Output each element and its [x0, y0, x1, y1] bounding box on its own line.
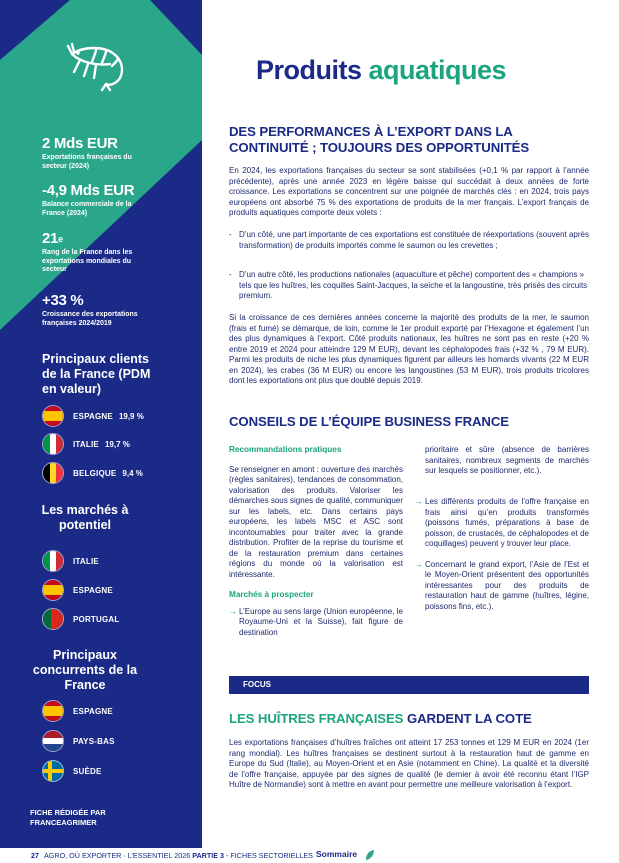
market-name: ESPAGNE — [73, 585, 113, 595]
section1-heading: DES PERFORMANCES À L’EXPORT DANS LA CONTINUITÉ ; TOUJOURS DES OPPORTUNITÉS — [229, 124, 530, 155]
stat-rank — [42, 231, 154, 275]
section1-para2: Si la croissance de ces dernières années concerne la majorité des produits de la mer, le saumon (frais et fumé) se démarque, de loin, comme le 1er produit exporté par l’Hexagone et également l’un des plus dynamiques à l’export. Côté produits nationaux, les huîtres ne sont pas en reste (+20 % entre 2019 et 2024 pour atteindre 129 M EUR), devant les céphalopodes frais (+32 % , 79 M EUR). Parmi les produits de niche les plus dynamiques figurent par ailleurs les homards vivants (22 M EUR en 2024), les crabes (36 M EUR) ou encore les langoustines (53 M EUR), trois produits tricolores dont les exportations ont plus que doublé depuis 2019. — [229, 313, 589, 385]
market-country-italy — [42, 550, 99, 572]
client-name: ITALIE — [73, 439, 99, 449]
shrimp-icon — [66, 40, 132, 92]
advice-right-column — [415, 445, 589, 612]
markets-title: Les marchés à potentiel — [41, 503, 129, 532]
arrow-icon: → — [229, 606, 237, 616]
focus-text: Les exportations françaises d’huîtres fraîches ont atteint 17 253 tonnes et 129 M EUR en 2024 (1er rang mondial). Les huîtres françaises se destinent surtout à la restauration haut de gamme en Europe du Sud (Italie), au Moyen-Orient et en Asie (notamment en Chine). La qualité et la diversité de l’offre française, appuyée par des signes de qualité (le dernier à avoir été reconnu étant l’IGP Huître de Normandie) sont à mettre en avant pour permettre une meilleure valorisation à l’export. — [229, 738, 589, 789]
page-title — [256, 55, 506, 86]
arrow-icon: → — [415, 497, 423, 506]
leaf-icon — [365, 849, 375, 861]
focus-banner — [229, 676, 589, 694]
competitors-title: Principaux concurrents de la France — [32, 648, 138, 692]
bullet2-text: D’un autre côté, les productions nationales (aquaculture et pêche) comportent des « champions » tels que les huîtres, les coquilles Saint-Jacques, la seiche et la langoustine, très prisés des circuits premium. — [239, 270, 588, 300]
reco-text: Se renseigner en amont : ouverture des marchés (règles sanitaires), tendances de consommation, valorisation des produits. Valoriser les démarches sous signes de qualité, communiquer sur les labels, etc. Dans certains pays européens, les labels MSC et ASC sont incontournables pour traiter avec la grande distribution. Profiter de la reprise du tourisme et de la restauration premium dans certaines régions du monde où la valorisation est intéressante. — [229, 464, 403, 579]
market-country-spain — [42, 579, 113, 601]
competitor-name: PAYS-BAS — [73, 736, 115, 746]
market-item-products — [415, 497, 589, 550]
market-item-asia — [415, 560, 589, 613]
client-country-belgium — [42, 462, 143, 484]
page-number: 27 — [31, 851, 39, 860]
client-share: 19,9 % — [118, 411, 144, 421]
sweden-flag-icon — [42, 760, 64, 782]
market-name: ITALIE — [73, 556, 99, 566]
sidebar-footer-line2: FRANCEAGRIMER — [30, 818, 97, 827]
market-name: PORTUGAL — [73, 614, 120, 624]
sidebar — [0, 0, 202, 848]
spain-flag-icon — [42, 700, 64, 722]
stat-exports — [42, 136, 154, 171]
stat-balance — [42, 183, 142, 218]
section1-intro: En 2024, les exportations françaises du secteur se sont stabilisées (+0,1 % par rapport à l’année précédente), après une année 2023 en légère baisse qui succédait à deux années de forte croissance. Les exportations se concentrent sur une poignée de marchés clés : en 2024, trois pays européens ont absorbé 75 % des exportations de produits de la mer français. L’export français de produits aquatiques comporte deux volets : — [229, 166, 589, 217]
stat-rank-value: 21e — [42, 230, 63, 247]
sidebar-footer — [30, 808, 106, 828]
stat-growth-label: Croissance des exportations françaises 2024/2019 — [42, 311, 138, 327]
portugal-flag-icon — [42, 608, 64, 630]
section2-heading: CONSEILS DE L’ÉQUIPE BUSINESS FRANCE — [229, 414, 509, 429]
bullet1-text: D’un côté, une part importante de ces exportations est constituée de réexportations (souvent après transformation) de produits importés comme le saumon ou les crevettes ; — [239, 230, 589, 250]
stat-exports-value: 2 Mds EUR — [42, 135, 118, 152]
stat-rank-label: Rang de la France dans les exportations mondiales du secteur — [42, 249, 133, 273]
competitor-name: ESPAGNE — [73, 706, 113, 716]
market1-continued: prioritaire et sûre (absence de barrières sanitaires, nombreux segments de marchés sur lesquels se positionner, etc.). — [425, 445, 589, 475]
client-share: 9,4 % — [122, 468, 143, 478]
section1-bullet1: - D’un côté, une part importante de ces exportations est constituée de réexportations (souvent après transformation) de produits importés comme le saumon ou les crevettes ; — [229, 230, 589, 250]
stat-balance-label: Balance commerciale de la France (2024) — [42, 201, 132, 217]
belgium-flag-icon — [42, 462, 64, 484]
market-item-text: Concernant le grand export, l’Asie de l’Est et le Moyen-Orient présentent des opportunités intéressantes pour des produits de restauration haut de gamme (huîtres, légine, poissons fins, etc.). — [425, 559, 589, 611]
focus-heading — [229, 711, 589, 727]
sidebar-footer-line1: FICHE RÉDIGÉE PAR — [30, 808, 106, 817]
client-name: BELGIQUE — [73, 468, 117, 478]
competitor-name: SUÈDE — [73, 766, 102, 776]
client-share: 19,7 % — [104, 439, 130, 449]
arrow-icon: → — [415, 559, 423, 569]
market-item-text: Les différents produits de l’offre française en frais ainsi qu’en produits transformés (poissons fumés, préparations à base de poisson, de crustacés, de céphalopodes et de coquillages) peuvent y trouver leur place. — [425, 497, 589, 548]
stat-growth — [42, 293, 138, 328]
market-country-portugal — [42, 608, 120, 630]
page-title-part2: aquatiques — [368, 55, 507, 85]
client-country-spain — [42, 405, 144, 427]
stat-balance-value: -4,9 Mds EUR — [42, 182, 135, 199]
focus-heading-green: LES HUÎTRES FRANÇAISES — [229, 711, 404, 726]
reco-title: Recommandations pratiques — [229, 445, 342, 454]
focus-label: FOCUS — [243, 680, 271, 689]
page-title-part1: Produits — [256, 55, 362, 85]
spain-flag-icon — [42, 405, 64, 427]
footer-text: AGRO, OÙ EXPORTER · L’ESSENTIEL 2026 PARTIE 3 - FICHES SECTORIELLES — [44, 851, 313, 860]
client-country-italy — [42, 433, 130, 455]
market-item-text: L’Europe au sens large (Union européenne, le Royaume-Uni et la Suisse), fait figure de destination — [239, 606, 403, 637]
competitor-country-spain — [42, 700, 113, 722]
clients-title: Principaux clients de la France (PDM en valeur) — [42, 352, 151, 396]
advice-left-column — [229, 445, 403, 641]
client-name: ESPAGNE — [73, 411, 113, 421]
competitor-country-netherlands — [42, 730, 115, 752]
italy-flag-icon — [42, 550, 64, 572]
section1-bullet2: - D’un autre côté, les productions nationales (aquaculture et pêche) comportent des « champions » tels que les huîtres, les coquilles Saint-Jacques, la seiche et la langoustine, très prisés des circuits premium. — [229, 270, 588, 300]
italy-flag-icon — [42, 433, 64, 455]
focus-heading-navy: GARDENT LA COTE — [406, 711, 532, 726]
netherlands-flag-icon — [42, 730, 64, 752]
competitor-country-sweden — [42, 760, 102, 782]
stat-growth-value: +33 % — [42, 292, 84, 309]
spain-flag-icon — [42, 579, 64, 601]
sommaire-link[interactable]: Sommaire — [316, 849, 358, 859]
stat-exports-label: Exportations françaises du secteur (2024) — [42, 154, 132, 170]
market-item-europe — [229, 607, 403, 641]
markets-prospect-title: Marchés à prospecter — [229, 590, 314, 599]
page-footer — [0, 848, 619, 863]
